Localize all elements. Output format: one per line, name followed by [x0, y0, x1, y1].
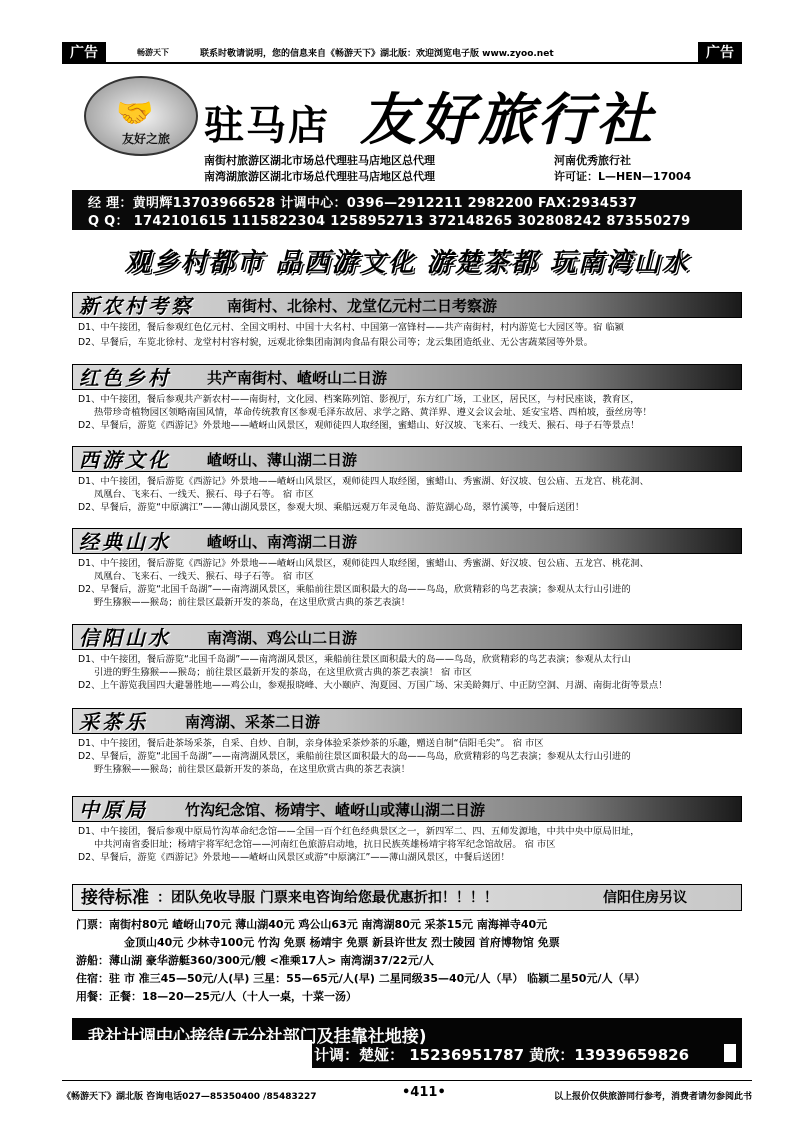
section-subtitle: 南湾湖、鸡公山二日游 [207, 629, 358, 647]
itinerary-line: D2、早餐后，游览“中原漓江”——薄山湖风景区，参观大坝、乘船远观万年灵龟岛、游览湖心岛，翠竹溪等，中餐后送团！ [78, 502, 585, 513]
ticket-prices: 南街村80元 嵖岈山70元 薄山湖40元 鸡公山63元 南湾湖80元 采茶15元 南海禅寺40元 [109, 918, 548, 931]
brand-place: 驻马店 [204, 102, 330, 149]
tour-section [72, 624, 742, 692]
agency-header [72, 68, 742, 188]
itinerary-line: D1、中午接团，餐后参观共产新农村——南街村，文化园、档案陈列馆、影视厅，东方红广场，工业区，居民区，与村民座谈，教育区， [78, 394, 640, 405]
tickets-label: 门票： [76, 918, 109, 931]
tour-section [72, 446, 742, 514]
section-subtitle: 南湾湖、采茶二日游 [185, 713, 321, 731]
agent-line-2: 南湾湖旅游区湖北市场总代理驻马店地区总代理 [204, 170, 435, 183]
section-header [72, 292, 742, 318]
ticket-prices-row [76, 916, 547, 932]
reception-text: ：团队免收导服 门票来电咨询给您最优惠折扣！！！！ [157, 890, 498, 906]
qq-contacts: Q Q： 1742101615 1115822304 1258952713 372148265 302808242 873550279 [88, 214, 691, 229]
reception-standard [72, 884, 742, 911]
itinerary-line: D1、中午接团，餐后参观中原局竹沟革命纪念馆——全国一百个红色经典景区之一，新四军二、四、五师发源地，中共中央中原局旧址， [78, 826, 640, 837]
page-footer [62, 1080, 752, 1104]
itinerary-line: 引进的野生猕猴——猴岛；前往景区最新开发的茶岛，在这里欣赏古典的茶艺表演！ 宿 市区 [94, 667, 472, 678]
tour-section [72, 708, 742, 776]
publication-logo: 畅游天下 [118, 43, 188, 63]
ad-tag-left: 广告 [62, 42, 106, 64]
tour-section [72, 528, 742, 609]
itinerary-line: 凤凰台、飞来石、一线天、猴石、母子石等。 宿 市区 [94, 571, 314, 582]
itinerary-line: 野生猕猴——猴岛；前往景区最新开发的茶岛，在这里欣赏古典的茶艺表演！ [94, 597, 411, 608]
itinerary-line: 野生猕猴——猴岛；前往景区最新开发的茶岛，在这里欣赏古典的茶艺表演！ [94, 764, 411, 775]
tour-section [72, 292, 742, 349]
license-number: 许可证：L—HEN—17004 [554, 170, 692, 183]
itinerary-line: D2、早餐后，车览北徐村、龙堂村村容村貌，远观北徐集团南洞肉食品有限公司等；龙云集团造纸业、无公害蔬菜园等外景。 [78, 337, 594, 348]
meal-prices: 用餐：正餐：18—20—25元/人（十人一桌，十菜一汤） [76, 990, 357, 1003]
handshake-icon: 🤝 [116, 96, 154, 131]
page-corner-icon [724, 1044, 736, 1062]
section-title: 信阳山水 [79, 626, 171, 650]
section-header [72, 446, 742, 472]
ad-tag-right: 广告 [698, 42, 742, 64]
section-header [72, 796, 742, 822]
top-ad-bar [62, 42, 742, 64]
section-title: 新农村考察 [79, 294, 194, 318]
dispatch-contacts: 计调：楚娅： 15236951787 黄欣：13939659826 [314, 1046, 690, 1064]
section-header [72, 364, 742, 390]
manager-contact: 经 理：黄明辉13703966528 计调中心：0396—2912211 2982200 FAX:2934537 [88, 196, 638, 211]
tour-section [72, 796, 742, 864]
section-subtitle: 嵖岈山、薄山湖二日游 [207, 451, 358, 469]
agency-logo [84, 76, 198, 156]
section-title: 西游文化 [79, 448, 171, 472]
itinerary-line: 凤凰台、飞来石、一线天、猴石、母子石等。 宿 市区 [94, 489, 314, 500]
itinerary-line: 中共河南省委旧址；杨靖宇将军纪念馆——河南红色旅游启动地，抗日民族英雄杨靖宇将军纪念馆故居。 宿 市区 [94, 839, 556, 850]
itinerary-line: D1、中午接团，餐后游览《西游记》外景地——嵖岈山风景区，观师徒四人取经图，蜜蜡山、秀蜜湖、好汉坡、包公庙、五龙宫、桃花洞、 [78, 558, 649, 569]
tour-section [72, 364, 742, 432]
contact-note: 联系时敬请说明，您的信息来自《畅游天下》湖北版：欢迎浏览电子版 www.zyoo.net [200, 49, 554, 59]
reception-lodging-note: 信阳住房另议 [603, 890, 687, 906]
dispatch-banner [72, 1018, 742, 1068]
itinerary-line: D2、早餐后，游览“北国千岛湖”——南湾湖风景区，乘船前往景区面积最大的岛——鸟岛，欣赏精彩的鸟艺表演；参观从太行山引进的 [78, 584, 631, 595]
reception-label: 接待标准 [81, 888, 149, 908]
itinerary-line: D1、中午接团，餐后游览“北国千岛湖”——南湾湖风景区，乘船前往景区面积最大的岛——鸟岛，欣赏精彩的鸟艺表演；参观从太行山 [78, 654, 631, 665]
section-title: 中原局 [79, 798, 148, 822]
section-title: 经典山水 [79, 530, 171, 554]
itinerary-line: D2、上午游览我国四大避暑胜地——鸡公山，参观报晓峰、大小颐庐、洵夏园、万国广场、宋美龄舞厅、中正防空洞、月湖、南街北街等景点！ [78, 680, 668, 691]
dispatch-title: 我社计调中心接待(无分社部门及挂靠社地接) [88, 1027, 427, 1047]
itinerary-line: 热带珍奇植物园区领略南国风情，革命传统教育区参观毛泽东故居、求学之路、黄洋界、遵义会议会址、延安宝塔、西柏坡，蚕丝房等！ [94, 407, 652, 418]
logo-text: 友好之旅 [122, 132, 171, 146]
ticket-prices-row-2: 金顶山40元 少林寺100元 竹沟 免票 杨靖宇 免票 新县许世友 烈士陵园 首府博物馆 免票 [124, 936, 560, 949]
itinerary-line: D2、早餐后，游览《西游记》外景地——嵖岈山风景区，观师徒四人取经图，蜜蜡山、好汉坡、飞来石、一线天、猴石、母子石等景点！ [78, 420, 640, 431]
brand-name: 友好旅行社 [360, 87, 655, 153]
itinerary-line: D1、中午接团，餐后参观红色亿元村、全国文明村、中国十大名村、中国第一富锋村——共产南街村，村内游览七大园区等。宿 临颍 [78, 322, 624, 333]
itinerary-line: D1、中午接团，餐后游览《西游记》外景地——嵖岈山风景区，观师徒四人取经图，蜜蜡山、秀蜜湖、好汉坡、包公庙、五龙宫、桃花洞、 [78, 476, 649, 487]
footer-publication: 《畅游天下》湖北版 咨询电话027—85350400 /85483227 [62, 1092, 317, 1102]
footer-disclaimer: 以上报价仅供旅游同行参考，消费者请勿参阅此书 [553, 1092, 752, 1102]
section-title: 红色乡村 [79, 366, 171, 390]
section-title: 采茶乐 [79, 710, 148, 734]
lodging-prices: 住宿：驻 市 准三45—50元/人(早) 三星：55—65元/人(早) 二星同级35—40元/人（早） 临颍二星50元/人（早） [76, 972, 646, 985]
contact-bar [72, 190, 742, 230]
page-number: •411• [402, 1085, 446, 1100]
section-subtitle: 嵖岈山、南湾湖二日游 [207, 533, 358, 551]
section-subtitle: 南街村、北徐村、龙堂亿元村二日考察游 [227, 297, 498, 315]
agent-line-1: 南街村旅游区湖北市场总代理驻马店地区总代理 [204, 154, 435, 167]
section-subtitle: 共产南街村、嵖岈山二日游 [207, 369, 388, 387]
agency-honor: 河南优秀旅行社 [554, 154, 631, 167]
itinerary-line: D1、中午接团，餐后赴茶场采茶，自采、自炒、自制，亲身体验采茶炒茶的乐趣，赠送自制“信阳毛尖”。 宿 市区 [78, 738, 544, 749]
slogan: 观乡村都市 品西游文化 游楚茶都 玩南湾山水 [124, 248, 690, 278]
itinerary-line: D2、早餐后，游览《西游记》外景地——嵖岈山风景区或游“中原漓江”——薄山湖风景区，中餐后送团！ [78, 852, 510, 863]
section-header [72, 528, 742, 554]
itinerary-line: D2、早餐后，游览“北国千岛湖”——南湾湖风景区，乘船前往景区面积最大的岛——鸟岛，欣赏精彩的鸟艺表演；参观从太行山引进的 [78, 751, 631, 762]
section-subtitle: 竹沟纪念馆、杨靖宇、嵖岈山或薄山湖二日游 [185, 801, 486, 819]
section-header [72, 624, 742, 650]
section-header [72, 708, 742, 734]
cruise-prices: 游船：薄山湖 豪华游艇360/300元/艘 <准乘17人> 南湾湖37/22元/人 [76, 954, 434, 967]
